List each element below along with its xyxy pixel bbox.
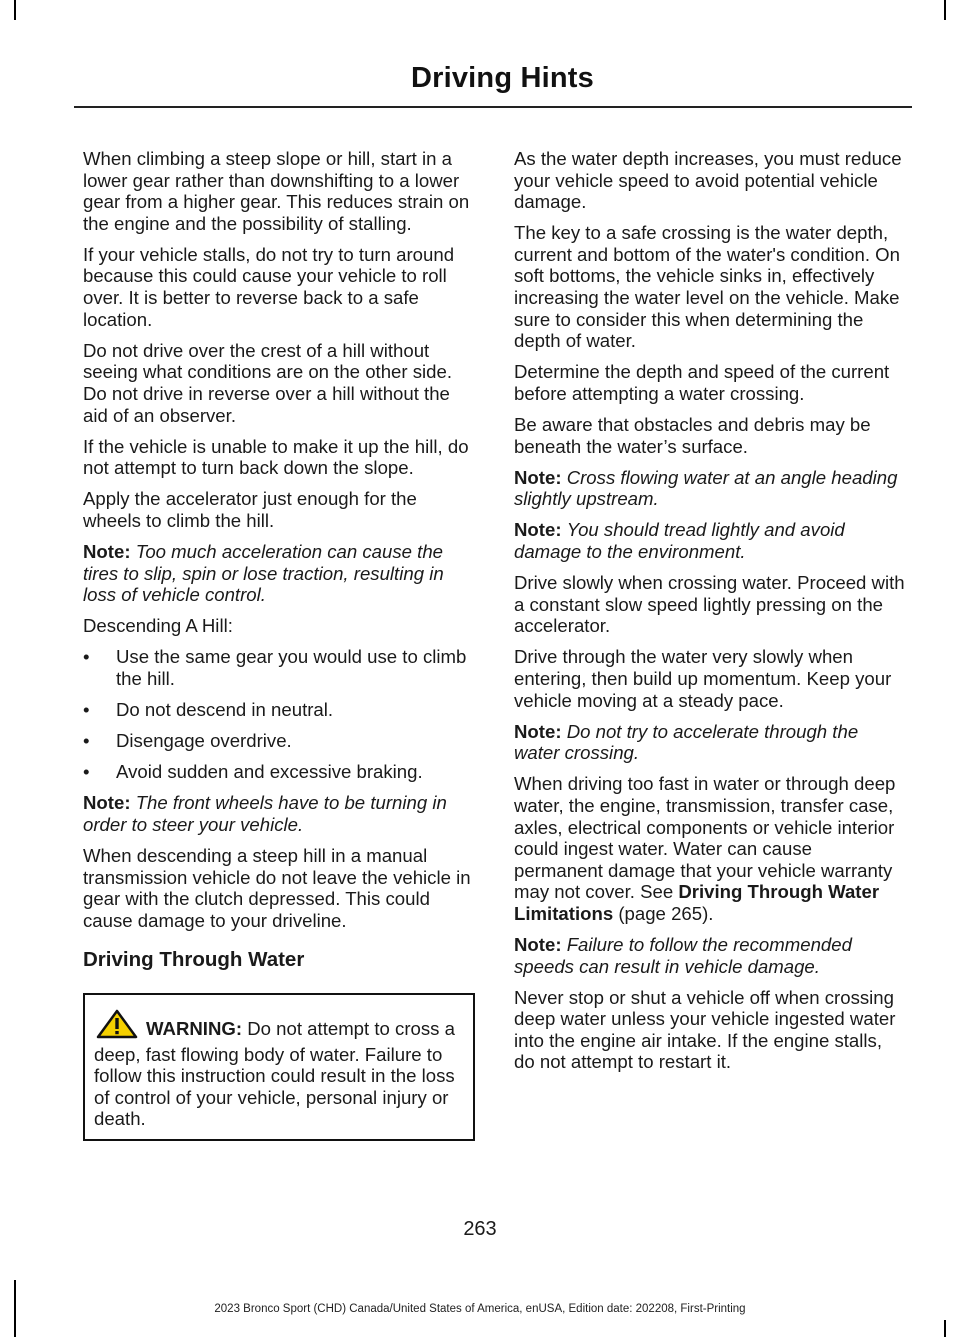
warning-label: WARNING: <box>146 1018 243 1039</box>
header-divider <box>74 106 912 108</box>
bullet-list <box>83 646 475 782</box>
paragraph: When descending a steep hill in a manual transmission vehicle do not leave the vehicle in gear with the clutch depressed. This could cause damage to your driveline. <box>83 845 471 931</box>
paragraph: Be aware that obstacles and debris may be beneath the water’s surface. <box>514 414 871 457</box>
paragraph: If the vehicle is unable to make it up the hill, do not attempt to turn back down the slope. <box>83 435 469 479</box>
note-label: Note: <box>514 934 562 955</box>
crop-mark-top-left <box>14 0 16 20</box>
note-label: Note: <box>83 541 131 562</box>
note-label: Note: <box>514 466 562 488</box>
list-item: • Use the same gear you would use to climb the hill. <box>83 646 475 689</box>
note-label: Note: <box>514 720 562 742</box>
note <box>514 467 906 510</box>
paragraph: If your vehicle stalls, do not try to turn around because this could cause your vehicle to roll over. It is better to reverse back to a safe location. <box>83 243 455 330</box>
paragraph: Never stop or shut a vehicle off when crossing deep water unless your vehicle ingested water into the engine air intake. If the engine stalls, do not attempt to restart it. <box>514 986 896 1073</box>
note <box>83 792 475 835</box>
paragraph-text: When driving too fast in water or through deep water, the engine, transmission, transfer case, axles, electrical components or vehicle interior could ingest water. Water can cause permanent damage that your vehicle warranty may not cover. See <box>514 773 896 903</box>
paragraph: When climbing a steep slope or hill, start in a lower gear rather than downshifting to a lower gear from a higher gear. This reduces strain on the engine and the possibility of stalling. <box>83 148 470 234</box>
right-column <box>514 148 906 1083</box>
warning-text: Do not attempt to cross a deep, fast flowing body of water. Failure to follow this instruction could result in the loss of control of your vehicle, personal injury or death. <box>94 1018 455 1130</box>
page-number: 263 <box>463 1218 497 1240</box>
note <box>514 934 906 977</box>
note-text: Do not try to accelerate through the water crossing. <box>514 720 859 764</box>
page-title: Driving Hints <box>410 62 594 94</box>
paragraph: Drive slowly when crossing water. Proceed with a constant slow speed lightly pressing on the accelerator. <box>514 572 905 637</box>
list-item: • Disengage overdrive. <box>83 730 475 752</box>
note-label: Note: <box>514 519 562 541</box>
warning-triangle-icon <box>96 1009 138 1044</box>
paragraph: Apply the accelerator just enough for the wheels to climb the hill. <box>83 488 417 531</box>
section-heading: Driving Through Water <box>83 948 305 972</box>
list-item: • Do not descend in neutral. <box>83 699 475 721</box>
note-text: Failure to follow the recommended speeds can result in vehicle damage. <box>514 934 852 977</box>
paragraph: Do not drive over the crest of a hill without seeing what conditions are on the other side. Do not drive in reverse over a hill without the aid of an observer. <box>83 339 453 426</box>
note-text: You should tread lightly and avoid damage to the environment. <box>514 519 845 562</box>
paragraph: As the water depth increases, you must reduce your vehicle speed to avoid potential vehicle damage. <box>514 148 902 213</box>
paragraph <box>514 773 906 924</box>
note-text: Cross flowing water at an angle heading slightly upstream. <box>514 466 898 510</box>
note <box>514 721 906 764</box>
cross-reference-link[interactable]: Driving Through Water Limitations <box>514 881 880 924</box>
note-text: Too much acceleration can cause the tires to slip, spin or lose traction, resulting in loss of vehicle control. <box>83 541 444 606</box>
page-reference: (page 265). <box>618 902 714 924</box>
warning-box <box>83 993 475 1141</box>
note <box>514 519 906 562</box>
crop-mark-top-right <box>944 0 946 20</box>
paragraph: Drive through the water very slowly when entering, then build up momentum. Keep your vehicle moving at a steady pace. <box>514 646 892 711</box>
note <box>83 541 475 606</box>
paragraph: The key to a safe crossing is the water depth, current and bottom of the water's condition. On soft bottoms, the vehicle sinks in, effectively increasing the water level on the vehicle. Make sure to consider this when determining the depth of water. <box>514 222 900 352</box>
note-label: Note: <box>83 792 131 814</box>
paragraph: Determine the depth and speed of the current before attempting a water crossing. <box>514 361 890 404</box>
footer-edition: 2023 Bronco Sport (CHD) Canada/United States of America, enUSA, Edition date: 202208, First-Printing <box>214 1303 746 1315</box>
note-text: The front wheels have to be turning in order to steer your vehicle. <box>83 792 447 835</box>
crop-mark-bottom-right <box>944 1320 946 1337</box>
list-intro: Descending A Hill: <box>83 615 233 637</box>
left-column <box>83 148 475 1141</box>
list-item: • Avoid sudden and excessive braking. <box>83 761 475 783</box>
